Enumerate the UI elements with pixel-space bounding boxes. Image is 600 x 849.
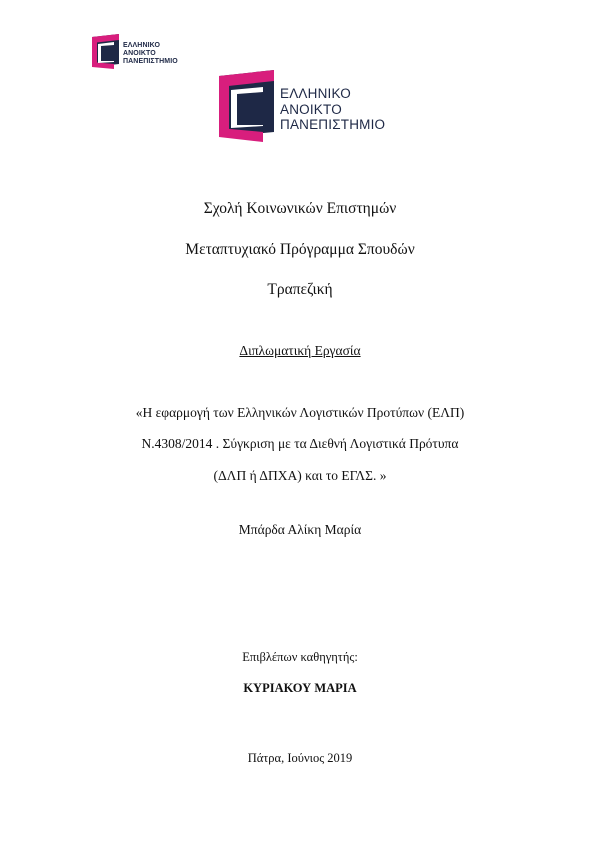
school-name: Σχολή Κοινωνικών Επιστημών <box>203 200 397 217</box>
logo-large-line1: ΕΛΛΗΝΙΚΟ <box>280 86 351 101</box>
logo-small-line1: ΕΛΛΗΝΙΚΟ <box>123 42 161 49</box>
logo-mark-small-icon <box>92 34 122 70</box>
university-logo-small <box>92 34 192 70</box>
logo-text-small <box>123 42 178 66</box>
logo-large-line3: ΠΑΝΕΠΙΣΤΗΜΙΟ <box>280 117 386 132</box>
university-logo-large <box>219 70 409 142</box>
program-name: Μεταπτυχιακό Πρόγραμμα Σπουδών <box>185 241 415 258</box>
thesis-title-line-3: (ΔΛΠ ή ΔΠΧΑ) και το ΕΓΛΣ. » <box>213 468 387 483</box>
supervisor-label: Επιβλέπων καθηγητής: <box>242 650 358 664</box>
thesis-title-line-1: «Η εφαρμογή των Ελληνικών Λογιστικών Προτύπων (ΕΛΠ) <box>135 405 465 420</box>
logo-small-line2: ΑΝΟΙΚΤΟ <box>123 50 156 57</box>
program-specialization: Τραπεζική <box>267 281 333 298</box>
supervisor-name: ΚΥΡΙΑΚΟΥ ΜΑΡΙΑ <box>243 681 357 695</box>
author-name: Μπάρδα Αλίκη Μαρία <box>238 522 362 537</box>
thesis-title-line-2: Ν.4308/2014 . Σύγκριση με τα Διεθνή Λογιστικά Πρότυπα <box>141 436 459 451</box>
logo-small-line3: ΠΑΝΕΠΙΣΤΗΜΙΟ <box>123 58 178 65</box>
logo-large-line2: ΑΝΟΙΚΤΟ <box>280 101 342 117</box>
logo-mark-large-icon <box>219 70 277 142</box>
logo-text-large <box>280 86 385 133</box>
thesis-type: Διπλωματική Εργασία <box>239 343 361 358</box>
place-and-date: Πάτρα, Ιούνιος 2019 <box>247 751 353 765</box>
